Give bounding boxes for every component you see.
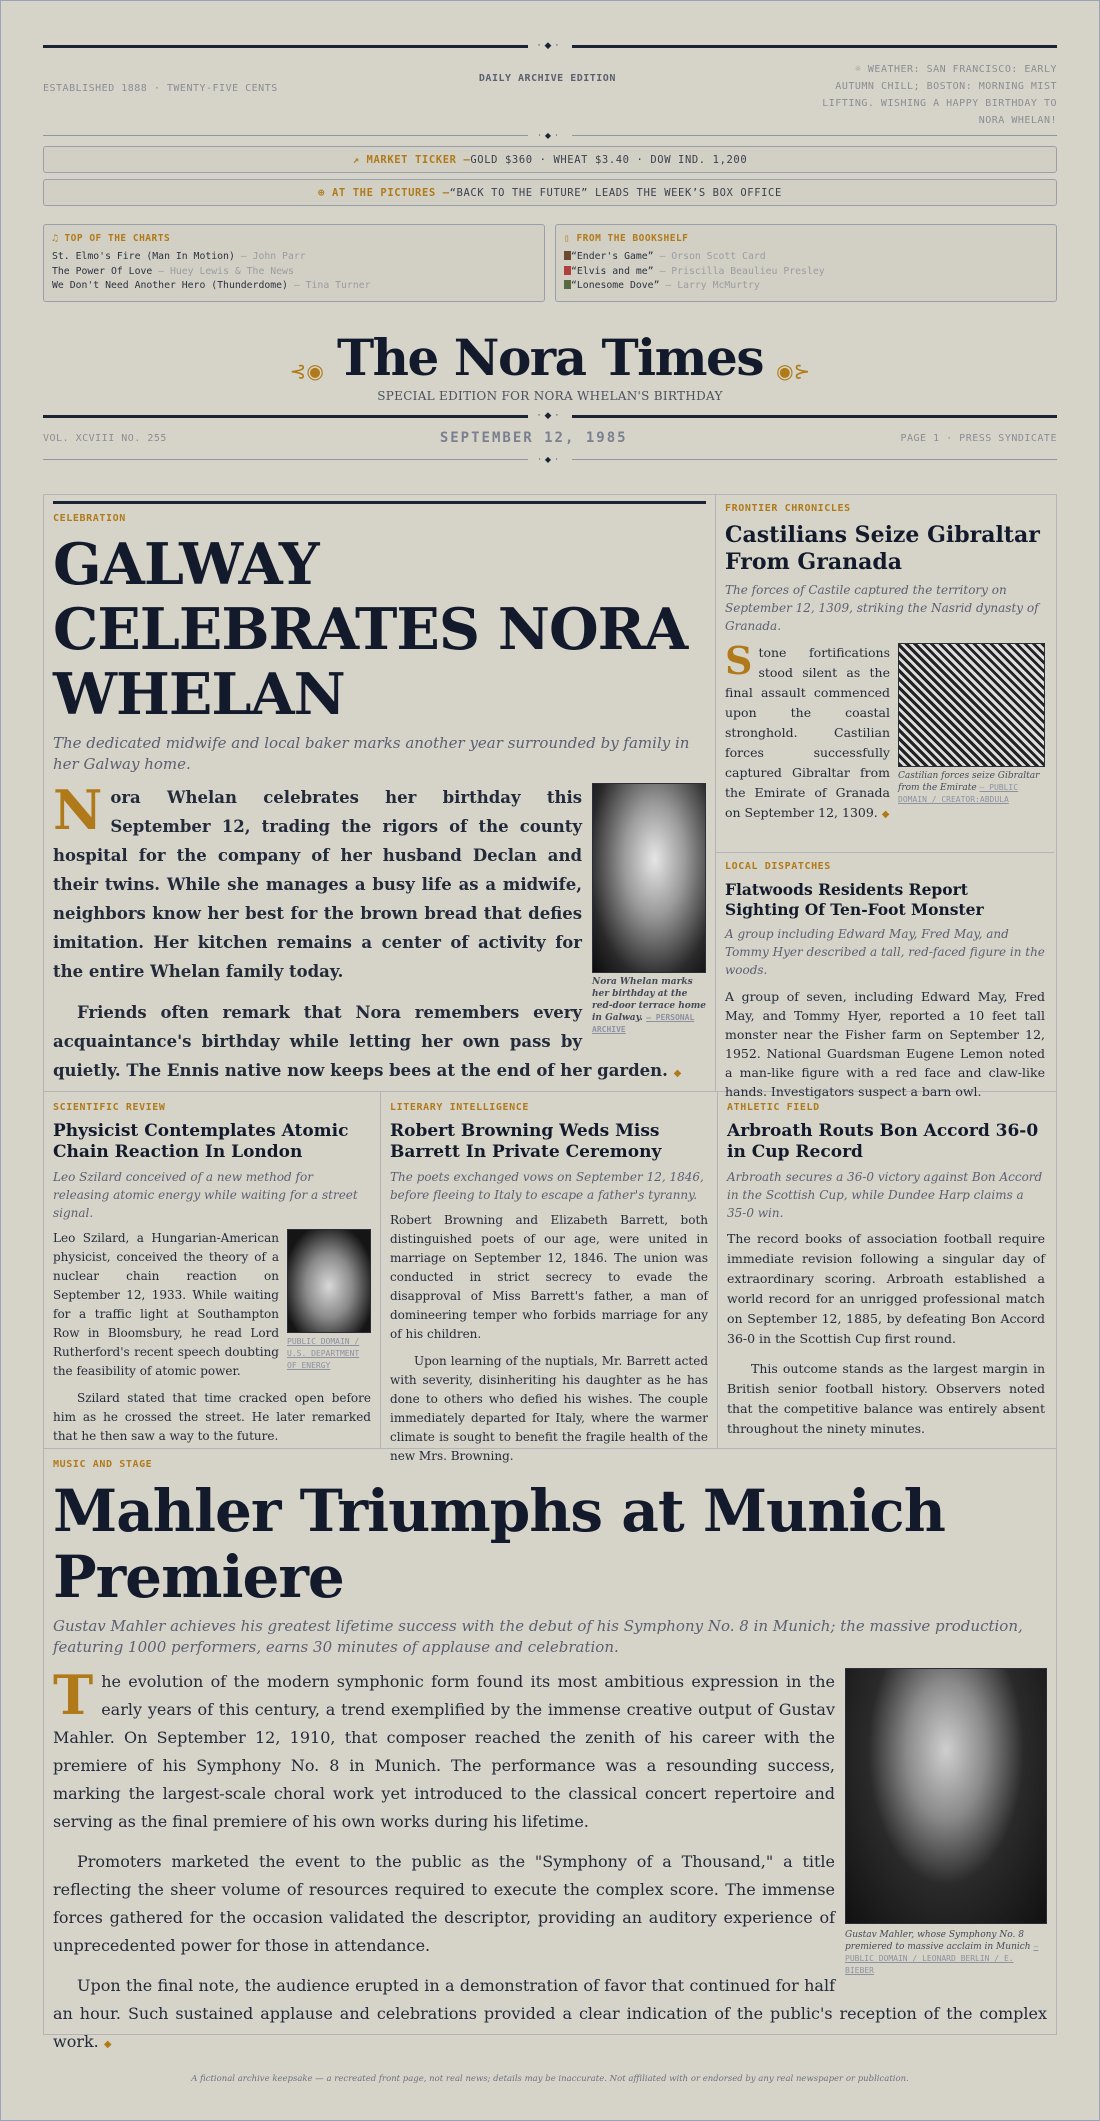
lead-photo-figure [592,783,706,1036]
scroll-ornament-icon: ⊰◉ [289,358,324,383]
book-item: “Elvis and me” — Priscilla Beaulieu Presley [564,265,1048,280]
paper-subtitle: SPECIAL EDITION FOR NORA WHELAN'S BIRTHDAY [377,389,723,403]
pictures-ticker [43,179,1057,206]
bookshelf-box [555,224,1057,302]
top-charts-box [43,224,545,302]
frontier-headline: Castilians Seize Gibraltar From Granada [725,522,1040,575]
grid-row [44,1449,1056,2051]
article-kicker: CELEBRATION [53,513,126,524]
lead-article [44,495,716,1091]
lead-dek: The dedicated midwife and local baker marks another year surrounded by family in her Galway home. [53,734,690,773]
music-body: The evolution of the modern symphonic form found its most ambitious expression in the early years of this century, a trend exemplified by the immense creative output of Gustav Mahler. On September 12, 1910, that composer reached the zenith of his career with the premiere of his Symphony No. 8 in Munich. The performance was a resounding success, marking the largest-scale choral work yet introduced to the classical concert repertoire and serving as the final premiere of his own works during his lifetime. [53,1663,835,1831]
frontier-dek: The forces of Castile captured the territory on September 12, 1309, striking the Nasrid dynasty of Granada. [725,583,1039,633]
literary-body: Upon learning of the nuptials, Mr. Barrett acted with severity, disinheriting his daughter as he has done to others who defied his wishes. The couple immediately departed for Italy, where the warmer climate is sought to benefit the fragile health of the new Mrs. Browning. [390,1354,708,1463]
frontier-body: Stone fortifications stood silent as the final assault commenced upon the coastal stronghold. Castilian forces successfully captured Gibraltar from the Emirate of Granada on September 12, 1309. ◆ [725,638,890,820]
article-kicker: MUSIC AND STAGE [53,1459,153,1470]
frontier-credit: — PUBLIC DOMAIN / CREATOR:ABDULA [898,783,1019,804]
article-kicker: SCIENTIFIC REVIEW [53,1102,166,1113]
athletic-headline: Arbroath Routs Bon Accord 36-0 in Cup Record [727,1121,1039,1162]
music-body: Promoters marketed the event to the public as the "Symphony of a Thousand," a title reflecting the sheer volume of resources required to execute the complex score. The immense forces gathered for the occasion validated the descriptor, providing an auditory experience of unprecedented power for those in attendance. [53,1852,835,1955]
music-body: Upon the final note, the audience erupted in a demonstration of favor that continued for half an hour. Such sustained applause and celebrations provided a clear indication of the public's reception of the complex work. ◆ [53,1976,1047,2051]
ticker-label: ↗ MARKET TICKER — [352,153,471,166]
pictures-label: ⊕ AT THE PICTURES — [318,186,450,199]
flag [43,328,1057,403]
lead-photo [592,783,706,973]
music-figure [845,1668,1047,1977]
local-article [716,853,1054,1109]
lead-credit: — PERSONAL ARCHIVE [592,1013,695,1034]
edition-date: SEPTEMBER 12, 1985 [439,430,628,446]
book-item: “Ender's Game” — Orson Scott Card [564,250,1048,265]
frontier-caption: Castilian forces seize Gibraltar from the Emirate [898,771,1040,793]
lead-caption: Nora Whelan marks her birthday at the red-door terrace home in Galway. [592,977,707,1023]
article-kicker: LOCAL DISPATCHES [725,861,831,872]
drop-cap: T [53,1663,94,1727]
drop-cap: N [53,778,103,842]
lead-paragraph: Friends often remark that Nora remembers every acquaintance's birthday while letting her own pass by quietly. The Ennis native now keeps bees at the end of her garden. ◆ [53,1003,682,1080]
science-body: Szilard stated that time cracked open before him as he crossed the street. He later remarked that he then saw a way to the future. [53,1391,371,1443]
chart-boxes [43,224,1057,302]
science-credit: PUBLIC DOMAIN / U.S. DEPARTMENT OF ENERGY [287,1337,360,1370]
science-figure [287,1229,371,1372]
athletic-body: This outcome stands as the largest margin in British senior football history. Observers noted that the competitive balance was entirely absent throughout the ninety minutes. [727,1361,1045,1436]
chart-item: The Power Of Love — Huey Lewis & The News [52,265,294,277]
music-article [44,1449,1056,2051]
weather-text: ☼ WEATHER: SAN FRANCISCO: EARLY AUTUMN CHILL; BOSTON: MORNING MIST LIFTING. WISHING A HAPPY BIRTHDAY TO NORA WHELAN! [822,64,1057,126]
literary-headline: Robert Browning Weds Miss Barrett In Private Ceremony [390,1121,662,1162]
music-credit: — PUBLIC DOMAIN / LEONARD BERLIN / E. BIEBER [845,1942,1039,1975]
book-icon [564,251,571,260]
athletic-article [718,1092,1054,1448]
masthead-meta [43,51,1057,131]
charts-title: ♫ TOP OF THE CHARTS [52,233,171,244]
book-item: “Lonesome Dove” — Larry McMurtry [564,279,1048,294]
scroll-ornament-icon: ◉⊱ [776,358,811,383]
grid-row [44,1092,1056,1463]
pictures-text: “BACK TO THE FUTURE” LEADS THE WEEK’S BOX OFFICE [449,186,782,199]
lead-headline: GALWAY CELEBRATES NORA WHELAN [53,531,688,728]
book-icon [564,266,571,275]
edition-text: DAILY ARCHIVE EDITION [478,73,616,84]
science-dek: Leo Szilard conceived of a new method for releasing atomic energy while waiting for a street signal. [53,1170,358,1220]
lead-paragraph: Nora Whelan celebrates her birthday this September 12, trading the rigors of the county hospital for the company of her husband Declan and their twins. While she manages a busy life as a midwife, neighbors know her best for the brown bread that defies imitation. Her kitchen remains a center of activity for the entire Whelan family today. [53,778,582,981]
article-kicker: ATHLETIC FIELD [727,1102,820,1113]
athletic-body: The record books of association football require immediate revision following a singular day of extraordinary scoring. Arbroath established a world record for an unrigged professional match on September 12, 1885, by defeating Bon Accord 36-0 in the Scottish Cup first round. [727,1231,1045,1346]
ticker-text: GOLD $360 · WHEAT $3.40 · DOW IND. 1,200 [470,153,748,166]
article-grid [43,494,1057,2051]
music-caption: Gustav Mahler, whose Symphony No. 8 premiered to massive acclaim in Munich [845,1930,1031,1952]
paper-name: The Nora Times [336,328,764,387]
chart-item: We Don't Need Another Hero (Thunderdome) — Tina Turner [52,280,371,291]
local-body: A group of seven, including Edward May, Fred May, and Tommy Hyer, reported a 10 feet tall monster near the Fisher farm on September 12, 1952. National Guardsman Eugene Lemon noted a man-like figure with a red face and claw-like hands. Investigators suspect a barn owl. [725,989,1045,1099]
science-headline: Physicist Contemplates Atomic Chain Reaction In London [53,1121,349,1162]
grid-row [44,495,1056,1099]
science-body: Leo Szilard, a Hungarian-American physicist, conceived the theory of a nuclear chain reaction on September 12, 1933. While waiting for a traffic light at Southampton Row in Bloomsbury, he read Lord Rutherford's recent speech doubting the feasibility of atomic power. [53,1231,279,1378]
divider: ·◆· [43,455,1057,464]
music-photo [845,1668,1047,1924]
established-text: ESTABLISHED 1888 · TWENTY-FIVE CENTS [43,83,278,94]
dateline [43,421,1057,455]
music-dek: Gustav Mahler achieves his greatest lifetime success with the debut of his Symphony No. 8 in Munich; the massive production, featuring 1000 performers, earns 30 minutes of applause and celebration. [53,1617,1023,1656]
footer-disclaimer: A fictional archive keepsake — a recreated front page, not real news; details may be inaccurate. Not affiliated with or endorsed by any real newspaper or publication. [191,2074,909,2084]
divider: ·◆· [43,131,1057,140]
books-title: ▯ FROM THE BOOKSHELF [564,233,689,244]
chart-item: St. Elmo's Fire (Man In Motion) — John Parr [52,251,306,262]
lead-body [53,778,707,1088]
book-icon [564,280,571,289]
flag-rule: ·◆· [43,411,1057,421]
page-info: PAGE 1 · PRESS SYNDICATE [900,432,1057,444]
literary-dek: The poets exchanged vows on September 12, 1846, before fleeing to Italy to escape a father's tyranny. [390,1170,704,1202]
music-headline: Mahler Triumphs at Munich Premiere [53,1477,945,1611]
volume-text: VOL. XCVIII NO. 255 [43,432,167,444]
frontier-article [716,495,1054,853]
athletic-dek: Arbroath secures a 36-0 victory against Bon Accord in the Scottish Cup, while Dundee Harp claims a 35-0 win. [727,1170,1043,1220]
science-photo [287,1229,371,1333]
frontier-photo [898,643,1045,767]
right-column [716,495,1054,1099]
local-headline: Flatwoods Residents Report Sighting Of Ten-Foot Monster [725,880,984,919]
frontier-figure [898,643,1045,806]
article-kicker: LITERARY INTELLIGENCE [390,1102,530,1113]
literary-body: Robert Browning and Elizabeth Barrett, both distinguished poets of our age, were united in marriage on September 12, 1846. The union was conducted in strict secrecy to evade the disapproval of Miss Barrett's father, a man of domineering temper who forbids marriage for any of his children. [390,1213,708,1341]
literary-article [381,1092,718,1463]
market-ticker [43,146,1057,173]
local-dek: A group including Edward May, Fred May, and Tommy Hyer described a tall, red-faced figure in the woods. [725,927,1045,977]
top-rule: ·◆· [43,41,1057,51]
science-article [44,1092,381,1448]
article-kicker: FRONTIER CHRONICLES [725,503,851,514]
